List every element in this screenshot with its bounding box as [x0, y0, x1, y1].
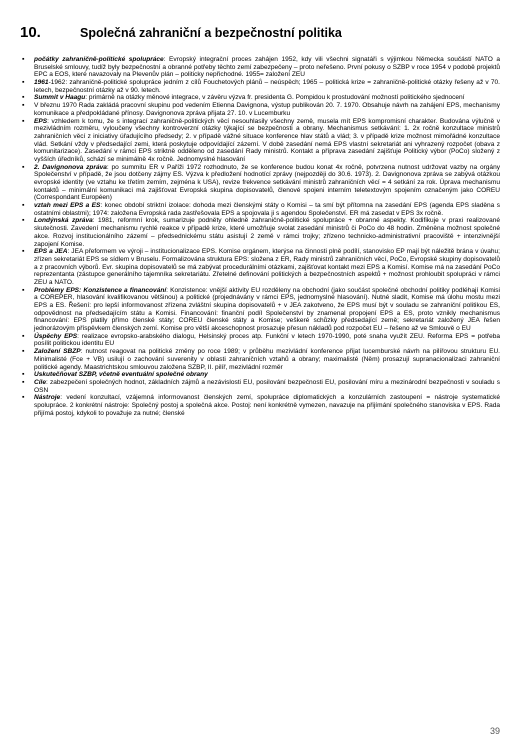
bullet-icon: ▪	[22, 94, 25, 102]
bullet-icon: ▪	[22, 371, 25, 379]
bullet-icon: ▪	[22, 394, 25, 402]
item-text: V březnu 1970 Rada zakládá pracovní skupinu pod vedením Etienna Davignona, výstup publikován 20. 7. 1970. Obsahuje návrh na zahájení EPS, mechanismy komunikace a předpokládané přínosy. Davignonova zpráva přijata 27. 10. v Lucemburku	[34, 102, 500, 117]
item-text: -1962: zahraničně-politické spolupráce jedním z cílů Fouchetových plánů – neúspěch; 1965 – politická krize = zahraničně-politické otázky řešeny až v 70. letech, bezpečnostní otázky až v 90. letech.	[34, 79, 500, 94]
bullet-icon: ▪	[22, 348, 25, 356]
list-item	[22, 248, 500, 286]
item-lead: Uskutečňovat SZBP, včetně eventuální společné obrany	[34, 371, 208, 379]
item-lead: EPS a JEA	[34, 248, 68, 256]
list-item	[22, 333, 500, 348]
bullet-icon: ▪	[22, 56, 25, 63]
item-text: : po summitu ER v Paříži 1972 rozhodnuto, že se konference budou konat 4x ročně, potvrzena nutnost udržovat vazby na orgány Společenství v případě, že jsou dotčeny zájmy ES. Výzva k předložení hodnotící zprávy (nejpozději do 30.6. 1973). 2. Davignonova zpráva se zabývá otázkou evropské identity (ve vztahu ke třetím zemím, zejména k USA), revize frekvence setkávání ministrů zahraničních věcí = 4 setkání za rok. Úprava mechanismu kontaktů – minimální komunikaci má zajišťovat Evropská skupina dopisovatelů, členové spojeni interním teletextovým spojením označeným jako COREU (Correspondant Européen)	[34, 163, 500, 202]
item-text: : vzhledem k tomu, že s integrací zahraničně-politických věcí nesouhlasily všechny země, musela mít EPS kompromisní charakter. Budována výlučně v mezivládním rozměru, vyloučeny všechny kontroverzní otázky týkající se bezpečnosti a obrany. Mechanismus setkávání: 1. 2x ročně konzultace ministrů zahraničních věcí z iniciativy úřadujícího předsedy; 2. v případě vážné situace konference hlav států a vlád; 3. v případě krize možnost mimořádné konzultace vlád. Setkání vždy v předsedající zemi, která poskytuje odpovídající zázemí. V době zasedání nemá EPS vlastní sekretariát ani vyhrazený rozpočet (obava z komunitarizace). Zasedání v rámci EPS striktně odděleno od zasedání Rady ministrů. Kontakt a příprava zasedání zajišťuje Politický výbor (PoCo) složený z vyšších úředníků, schází se minimálně 4x ročně. Jednomyslné hlasování	[34, 117, 500, 163]
list-item	[22, 56, 500, 79]
bullet-icon: ▪	[22, 102, 25, 110]
list-item	[22, 217, 500, 248]
item-lead: Problémy EPS: Konzistence a financování	[34, 286, 167, 294]
list-item	[22, 102, 500, 117]
item-text: : konec období striktní izolace: dohoda mezi členskými státy o Komisi – ta smí být přítomna na zasedání EPS (agenda EPS sladěna s ostatními oblastmi); 1974: založena Evropská rada zastřešovala EPS a spojovala ji s agendou Společenství. ER má zasedat v EPS 3x ročně.	[34, 202, 500, 217]
bullet-icon: ▪	[22, 79, 25, 87]
bullet-icon: ▪	[22, 332, 25, 340]
list-item	[22, 202, 500, 217]
list-item	[22, 118, 500, 164]
item-lead: počátky zahraničně-politické spolupráce	[34, 56, 164, 63]
list-item	[22, 348, 500, 371]
item-lead: 1961	[34, 79, 49, 87]
list-item	[22, 371, 500, 379]
bullet-icon: ▪	[22, 163, 25, 171]
item-text: : 1981, reformní krok, sumarizuje podněty ohledně zahraničně-politické spolupráce + obranné aspekty. Kodifikuje v praxi realizované skutečnosti. Zavedení mechanismu rychlé reakce v případě krize, které umožňuje svolat zasedání ministrů či PoCo do 48 hodin. Změněna možnost společné akce. Rozvoj institucionálního zázemí – předsednickému státu asistují 2 země v rámci trojky; zřízeno technicko-administrativní pracoviště + intenzivnější zapojení Komise.	[34, 217, 500, 248]
bullet-icon: ▪	[22, 217, 25, 225]
bullet-icon: ▪	[22, 248, 25, 256]
item-lead: Londýnská zpráva	[34, 217, 93, 225]
item-lead: EPS	[34, 117, 48, 125]
item-text: : JEA přeformem ve výroji – institucionalizace EPS. Komise orgánem, kterýse na činnosti plně podílí, stanovisko EP mají být náležitě brána v úvahu; zřízen sekretariát EPS se sídlem v Bruselu. Formalizována struktura EPS: složena z ER, Rady ministrů zahraničních věcí, PoCo, Evropské skupiny dopisovatelů a z pracovních výborů. Evr. skupina dopisovatelů se má zabývat procedurálními otázkami, zajišťovat kontakt mezi EPS a Komisí. Komise má na zasedání PoCo reprezentanta (zástupce generálního tajemníka sekretariátu. Zřetelné definování politických a bezpečnostních aspektů + možnost prohloubit spolupráci v rámci ZEU a NATO.	[34, 248, 500, 286]
item-lead: Cíle	[34, 378, 47, 386]
item-lead: vztah mezi EPS a ES	[34, 202, 101, 210]
item-lead: 2. Davignonova zpráva	[34, 163, 107, 171]
item-lead: Summit v Haagu	[34, 94, 86, 102]
bullet-icon: ▪	[22, 202, 25, 210]
bullet-list	[22, 56, 500, 417]
item-lead: Úspěchy EPS	[34, 332, 78, 340]
item-text: : realizace evropsko-arabského dialogu, Helsinský proces atp. Funkční v letech 1970-1990, poté snaha využít ZEU. Reforma EPS = potřeba posílit politickou identitu EU	[34, 332, 500, 348]
list-item	[22, 379, 500, 394]
list-item	[22, 79, 500, 94]
item-text: : vedení konzultací, vzájemná informovanost členských zemí, spolupráce diplomatických a konzulárních zastoupení = nástroje systematické spolupráce. 2 konkrétní nástroje: Společný postoj a společná akce. Postoj: není konkrétně vymezen, navazuje na přijímání společného stanoviska v EPS. Rada přijímá postoj, kdykoli to považuje za nutné; členské	[34, 394, 500, 417]
section-title: Společná zahraniční a bezpečnostní politika	[80, 26, 342, 40]
section-number: 10.	[20, 24, 41, 41]
bullet-icon: ▪	[22, 286, 25, 294]
list-item	[22, 394, 500, 417]
item-lead: Nástroje	[34, 394, 61, 402]
item-lead: Založení SBZP	[34, 348, 81, 356]
bullet-icon: ▪	[22, 117, 25, 125]
section-heading	[20, 24, 342, 41]
list-item	[22, 164, 500, 202]
list-item	[22, 287, 500, 333]
item-text: : Konzistence: vnější aktivity EU rozděleny na obchodní (jako součást společné obchodní politiky podléhají Komisi a COREPER, hlasování kvalifikovanou většinou) a politické (projednávány v rámci EPS, jednomyslné hlasování). Nutné sladit, Komise má úlohu mostu mezi EPS a ES. Řešení: pro lepší informovanost zřízena zvláštní skupina dopisovatelů + v JEA zakotveno, že EPS musí být v souladu se zahraniční politikou ES, odpovědnost na předsedajícím státu a Komisi. Financování: finanční podíl Společenství by znamenal propojení EPS a ES, proto vznikly mechanismus financování: EPS platily přímo členské státy; COREU členské státy a Komise; veškeré schůzky předsedající země; sekretariát založený JEA řešen jednorázovým příspěvkem členských zemí. Komise pro větší akceschopnost prosazuje přesun nákladů pod rozpočet EU – řešeno až ve Smlouvě o EU	[34, 286, 500, 333]
item-text: : zabezpečení společných hodnot, základních zájmů a nezávislosti EU, posilování bezpečnosti EU, posilování míru a mezinárodní bezpečnosti v souladu s OSN	[34, 378, 500, 394]
list-item	[22, 94, 500, 102]
item-text: : primárně na otázky měnové integrace, v závěru výzva fr. presidenta G. Pompidou k prostudování možností politického sjednocení	[85, 94, 465, 102]
item-text: : Evropský integrační proces zahájen 1952, kdy vili všechni signatáři s výjimkou Německa součástí NATO a Bruselské smlouvy, tudíž byly bezpečnostní a obranné potřeby těchto zemí zabezpečeny – proto neřešeno. První pokusy o SZBP v roce 1954 v podobě projektů EPC a EOS, které navazovaly na Plevenův plán – politicky nepřichodné. 1955= založení ZEU	[34, 56, 501, 79]
item-text: : nutnost reagovat na politické změny po roce 1989; v průběhu mezivládní konference přijat lucemburské návrh na pilířovou strukturu EU. Minimalisté (Fce + VB) usilují o zachování suverenity v oblasti zahraničních vztahů a obrany; maximalisté (Něm) prosazují supranacionalizaci zahraniční politické agendy. Maastrichtskou smlouvou založena SZBP, II. pilíř, mezivládní rozměr	[34, 348, 500, 371]
bullet-icon: ▪	[22, 378, 25, 386]
page-number: 39	[489, 726, 500, 736]
